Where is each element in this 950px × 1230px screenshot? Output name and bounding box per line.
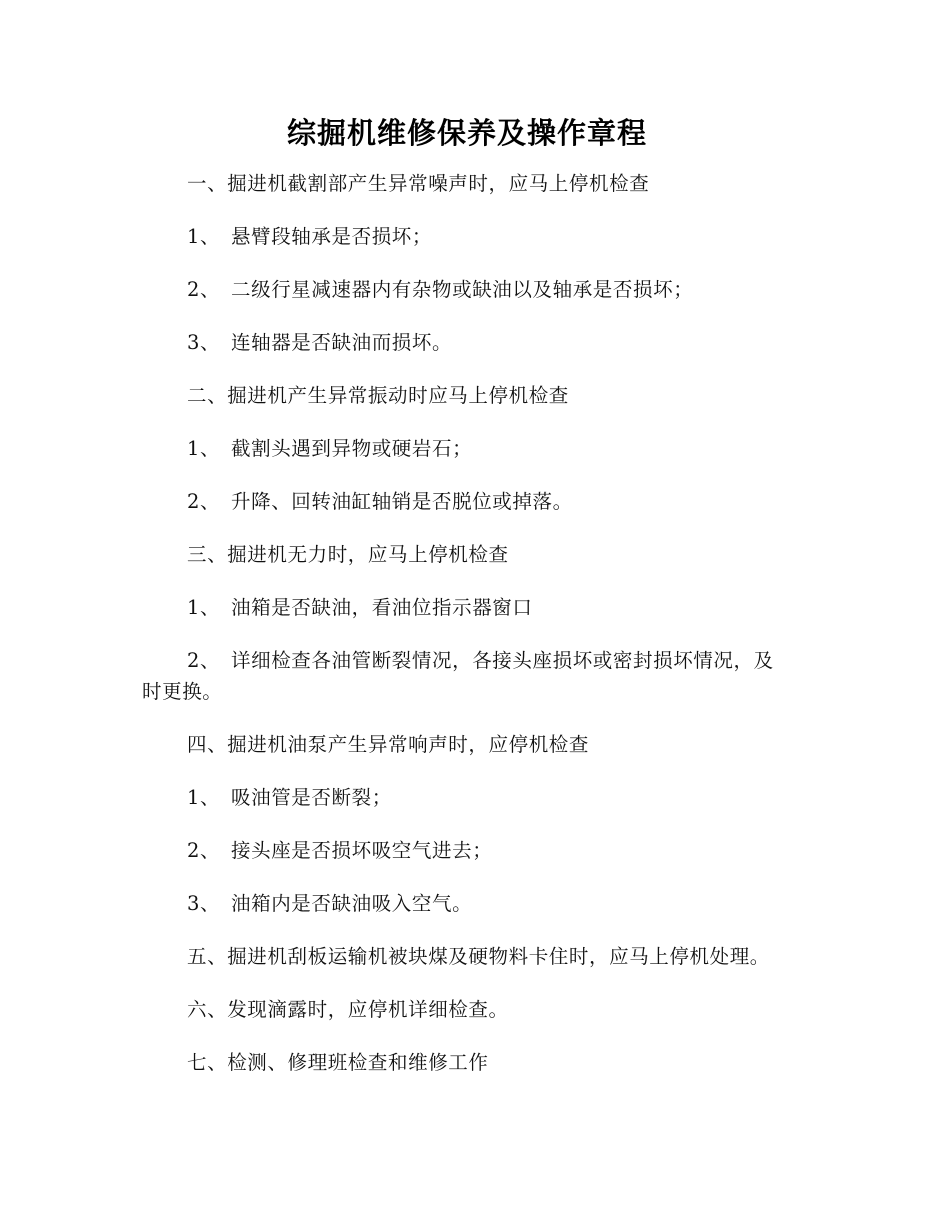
- document-title: 综掘机维修保养及操作章程: [286, 116, 647, 150]
- section-heading-4: [142, 729, 792, 782]
- list-item: [142, 645, 792, 729]
- paragraph-text: 悬臂段轴承是否损坏；: [231, 225, 433, 248]
- item-number: 2、: [187, 839, 221, 862]
- list-item: [142, 592, 792, 645]
- item-number: 1、: [187, 786, 221, 809]
- item-number: 2、: [187, 649, 221, 672]
- paragraph-text: 油箱内是否缺油吸入空气。: [231, 892, 473, 915]
- item-number: 1、: [187, 596, 221, 619]
- paragraph-text: 六、发现滴露时，应停机详细检查。: [187, 998, 509, 1021]
- section-heading-3: [142, 539, 792, 592]
- document-body: [142, 108, 792, 1100]
- paragraph-text: 详细检查各油管断裂情况，各接头座损坏或密封损坏情况，及时更换。: [142, 649, 774, 703]
- list-item: [142, 835, 792, 888]
- paragraph-text: 二、掘进机产生异常振动时应马上停机检查: [187, 384, 569, 407]
- section-heading-6: [142, 994, 792, 1047]
- item-number: 1、: [187, 225, 221, 248]
- item-number: 3、: [187, 892, 221, 915]
- section-heading-1: [142, 168, 792, 221]
- paragraph-text: 一、掘进机截割部产生异常噪声时，应马上停机检查: [187, 172, 650, 195]
- item-number: 1、: [187, 437, 221, 460]
- section-heading-5: [142, 941, 792, 994]
- paragraph-text: 五、掘进机刮板运输机被块煤及硬物料卡住时，应马上停机处理。: [187, 945, 770, 968]
- paragraph-text: 连轴器是否缺油而损坏。: [231, 331, 453, 354]
- section-heading-2: [142, 380, 792, 433]
- section-heading-7: [142, 1047, 792, 1100]
- paragraph-text: 七、检测、修理班检查和维修工作: [187, 1051, 489, 1074]
- item-number: 2、: [187, 278, 221, 301]
- list-item: [142, 888, 792, 941]
- paragraph-text: 三、掘进机无力时，应马上停机检查: [187, 543, 509, 566]
- paragraph-text: 吸油管是否断裂；: [231, 786, 392, 809]
- paragraph-text: 截割头遇到异物或硬岩石；: [231, 437, 473, 460]
- list-item: [142, 327, 792, 380]
- item-number: 3、: [187, 331, 221, 354]
- paragraph-text: 油箱是否缺油，看油位指示器窗口: [231, 596, 533, 619]
- paragraph-text: 四、掘进机油泵产生异常响声时，应停机检查: [187, 733, 590, 756]
- paragraph-text: 升降、回转油缸轴销是否脱位或掉落。: [231, 490, 573, 513]
- list-item: [142, 782, 792, 835]
- paragraph-text: 二级行星减速器内有杂物或缺油以及轴承是否损坏；: [231, 278, 694, 301]
- list-item: [142, 221, 792, 274]
- list-item: [142, 274, 792, 327]
- list-item: [142, 486, 792, 539]
- item-number: 2、: [187, 490, 221, 513]
- paragraph-text: 接头座是否损坏吸空气进去；: [231, 839, 493, 862]
- list-item: [142, 433, 792, 486]
